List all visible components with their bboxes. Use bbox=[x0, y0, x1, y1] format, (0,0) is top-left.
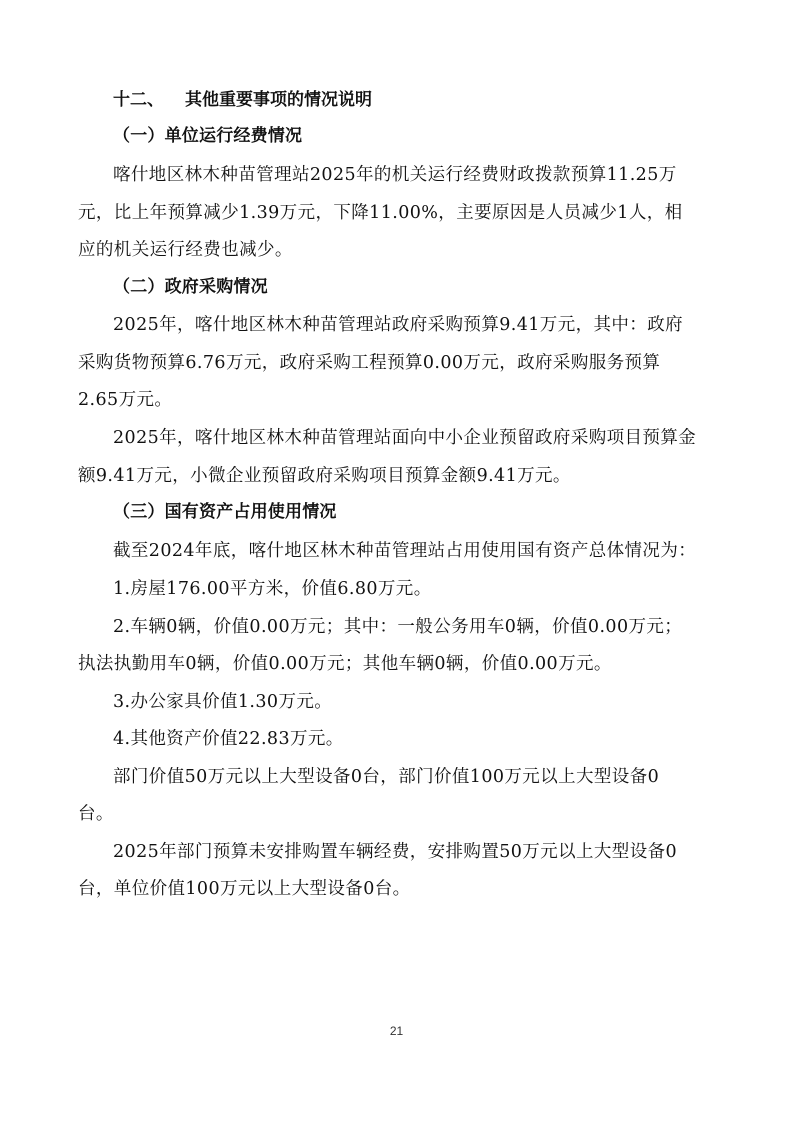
paragraph-line: 采购货物预算6.76万元，政府采购工程预算0.00万元，政府采购服务预算 bbox=[78, 353, 661, 373]
paragraph-line: 2025年部门预算未安排购置车辆经费，安排购置50万元以上大型设备0 bbox=[113, 842, 678, 862]
page-number: 21 bbox=[389, 1024, 404, 1038]
paragraph-line: 部门价值50万元以上大型设备0台，部门价值100万元以上大型设备0 bbox=[113, 767, 660, 787]
section-number: 十二、 bbox=[113, 90, 164, 110]
list-item: 3.办公家具价值1.30万元。 bbox=[113, 692, 333, 712]
paragraph-line: 额9.41万元，小微企业预留政府采购项目预算金额9.41万元。 bbox=[78, 466, 571, 486]
paragraph-line: 2025年，喀什地区林木种苗管理站面向中小企业预留政府采购项目预算金 bbox=[113, 428, 697, 448]
section-heading bbox=[113, 88, 372, 112]
paragraph-line: 台，单位价值100万元以上大型设备0台。 bbox=[78, 879, 411, 899]
list-item: 2.车辆0辆，价值0.00万元；其中：一般公务用车0辆，价值0.00万元； bbox=[113, 617, 683, 637]
list-item: 执法执勤用车0辆，价值0.00万元；其他车辆0辆，价值0.00万元。 bbox=[78, 654, 612, 674]
list-item: 4.其他资产价值22.83万元。 bbox=[113, 729, 344, 749]
paragraph-line: 元，比上年预算减少1.39万元，下降11.00%，主要原因是人员减少1人，相 bbox=[78, 203, 683, 223]
subheading-state-assets: （三）国有资产占用使用情况 bbox=[113, 502, 337, 522]
paragraph-line: 台。 bbox=[78, 804, 114, 824]
subheading-procurement: （二）政府采购情况 bbox=[113, 277, 268, 297]
paragraph-line: 2.65万元。 bbox=[78, 390, 173, 410]
list-item: 1.房屋176.00平方米，价值6.80万元。 bbox=[113, 579, 432, 599]
paragraph-line: 喀什地区林木种苗管理站2025年的机关运行经费财政拨款预算11.25万 bbox=[113, 165, 677, 185]
paragraph-line: 应的机关运行经费也减少。 bbox=[78, 240, 293, 260]
section-title: 其他重要事项的情况说明 bbox=[185, 90, 372, 110]
paragraph-line: 截至2024年底，喀什地区林木种苗管理站占用使用国有资产总体情况为： bbox=[113, 541, 697, 561]
subheading-operating-expenses: （一）单位运行经费情况 bbox=[113, 126, 303, 146]
paragraph-line: 2025年，喀什地区林木种苗管理站政府采购预算9.41万元，其中：政府 bbox=[113, 315, 683, 335]
